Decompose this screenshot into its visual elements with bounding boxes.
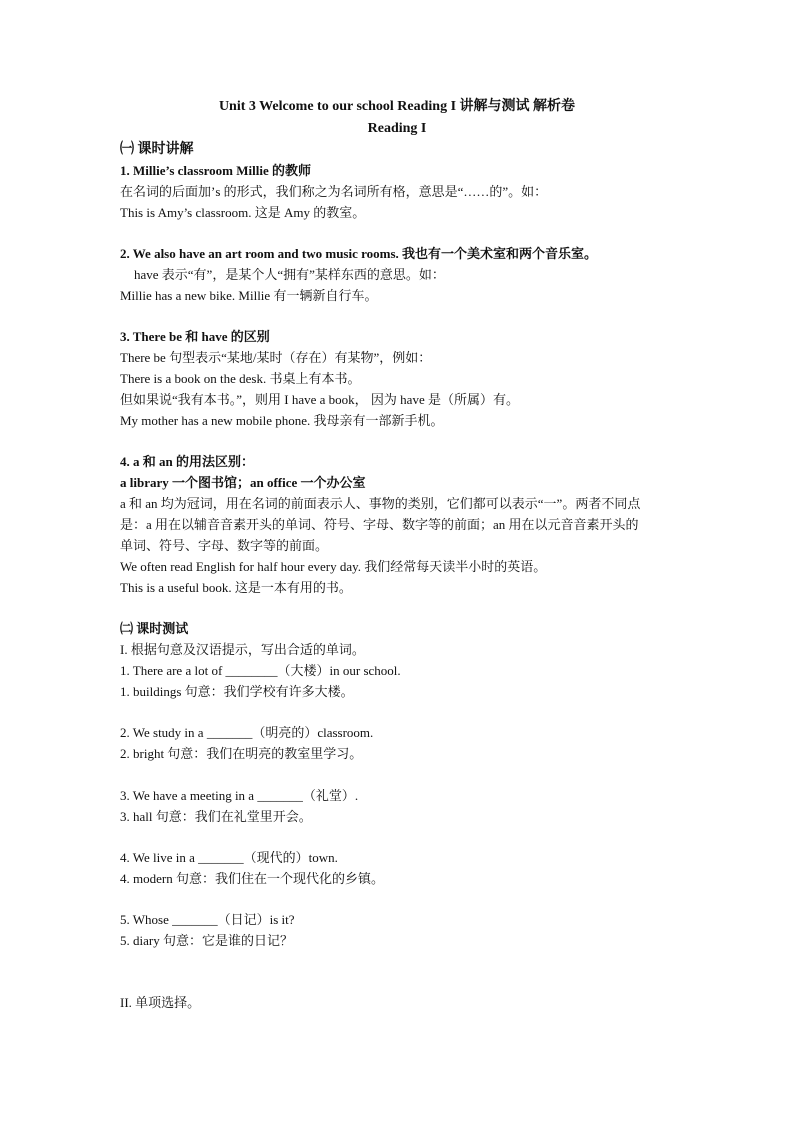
part-2-instruction: II. 单项选择。 bbox=[120, 995, 201, 1010]
point-3-line: 但如果说“我有本书。”，则用 I have a book， 因为 have 是（所属）有。 bbox=[120, 392, 519, 407]
exercise-answer: 3. hall 句意：我们在礼堂里开会。 bbox=[120, 809, 312, 824]
exercise-answer: 5. diary 句意：它是谁的日记？ bbox=[120, 933, 293, 948]
exercise-question: 4. We live in a _______（现代的）town. bbox=[120, 850, 338, 865]
exercise-question: 2. We study in a _______（明亮的）classroom. bbox=[120, 725, 374, 740]
exercise-question: 1. There are a lot of ________（大楼）in our school. bbox=[120, 663, 401, 678]
point-1-line: 在名词的后面加’s 的形式，我们称之为名词所有格，意思是“……的”。如： bbox=[120, 184, 548, 199]
point-2-heading: 2. We also have an art room and two music rooms. 我也有一个美术室和两个音乐室。 bbox=[120, 246, 598, 261]
point-4-subheading: a library 一个图书馆；an office 一个办公室 bbox=[120, 475, 366, 490]
point-4-heading: 4. a 和 an 的用法区别： bbox=[120, 454, 254, 469]
point-4-line: 单词、符号、字母、数字等的前面。 bbox=[120, 538, 329, 553]
section-heading-lecture: ㈠ 课时讲解 bbox=[120, 142, 194, 157]
point-3-line: My mother has a new mobile phone. 我母亲有一部新手机。 bbox=[120, 413, 444, 428]
point-3-line: There be 句型表示“某地/某时（存在）有某物”，例如： bbox=[120, 350, 432, 365]
point-4-line: 是：a 用在以辅音音素开头的单词、符号、字母、数字等的前面；an 用在以元音音素开头的 bbox=[120, 517, 639, 532]
point-3-heading: 3. There be 和 have 的区别 bbox=[120, 329, 270, 344]
point-2-line: Millie has a new bike. Millie 有一辆新自行车。 bbox=[120, 288, 378, 303]
point-2-line: have 表示“有”，是某个人“拥有”某样东西的意思。如： bbox=[134, 267, 445, 282]
section-heading-test: ㈡ 课时测试 bbox=[120, 621, 189, 636]
exercise-answer: 1. buildings 句意：我们学校有许多大楼。 bbox=[120, 684, 354, 699]
point-4-line: a 和 an 均为冠词，用在名词的前面表示人、事物的类别，它们都可以表示“一”。两者不同点 bbox=[120, 496, 641, 511]
exercise-question: 3. We have a meeting in a _______（礼堂）. bbox=[120, 788, 359, 803]
point-1-line: This is Amy’s classroom. 这是 Amy 的教室。 bbox=[120, 205, 366, 220]
document-subtitle: Reading I bbox=[367, 121, 427, 136]
document-title: Unit 3 Welcome to our school Reading I 讲解与测试 解析卷 bbox=[218, 99, 576, 114]
exercise-answer: 2. bright 句意：我们在明亮的教室里学习。 bbox=[120, 746, 363, 761]
point-1-heading: 1. Millie’s classroom Millie 的教师 bbox=[120, 163, 311, 178]
point-4-line: We often read English for half hour every day. 我们经常每天读半小时的英语。 bbox=[120, 559, 547, 574]
point-3-line: There is a book on the desk. 书桌上有本书。 bbox=[120, 371, 361, 386]
point-4-line: This is a useful book. 这是一本有用的书。 bbox=[120, 580, 352, 595]
exercise-question: 5. Whose _______（日记）is it? bbox=[120, 912, 295, 927]
exercise-answer: 4. modern 句意：我们住在一个现代化的乡镇。 bbox=[120, 871, 384, 886]
part-1-instruction: I. 根据句意及汉语提示，写出合适的单词。 bbox=[120, 642, 365, 657]
